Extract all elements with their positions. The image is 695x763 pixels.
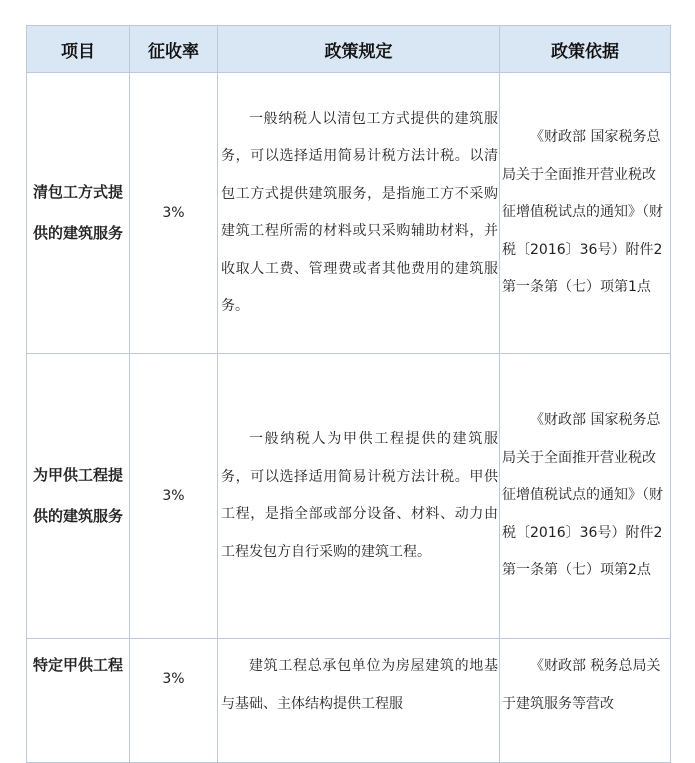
policy-text: 一般纳税人为甲供工程提供的建筑服务，可以选择适用简易计税方法计税。甲供工程，是指全部或部分设备、材料、动力由工程发包方自行采购的建筑工程。 bbox=[221, 431, 498, 560]
header-item: 项目 bbox=[27, 26, 130, 73]
table-row bbox=[27, 639, 671, 763]
basis-text: 《财政部 国家税务总局关于全面推开营业税改征增值税试点的通知》（财税〔2016〕36号）附件2第一条第（七）项第1点 bbox=[502, 129, 663, 296]
header-row bbox=[27, 26, 671, 73]
rate-cell: 3% bbox=[130, 73, 218, 354]
policy-text: 建筑工程总承包单位为房屋建筑的地基与基础、主体结构提供工程服 bbox=[221, 658, 498, 712]
header-policy: 政策规定 bbox=[218, 26, 500, 73]
header-basis: 政策依据 bbox=[500, 26, 671, 73]
tax-policy-table bbox=[26, 25, 671, 763]
basis-cell bbox=[500, 73, 671, 354]
header-rate: 征收率 bbox=[130, 26, 218, 73]
document-page bbox=[26, 25, 670, 763]
rate-cell: 3% bbox=[130, 639, 218, 763]
item-text: 特定甲供工程 bbox=[33, 656, 124, 674]
policy-cell bbox=[218, 73, 500, 354]
basis-text: 《财政部 国家税务总局关于全面推开营业税改征增值税试点的通知》（财税〔2016〕36号）附件2第一条第（七）项第2点 bbox=[502, 412, 663, 579]
policy-text: 一般纳税人以清包工方式提供的建筑服务，可以选择适用简易计税方法计税。以清包工方式提供建筑服务，是指施工方不采购建筑工程所需的材料或只采购辅助材料，并收取人工费、管理费或者其他费用的建筑服务。 bbox=[221, 110, 498, 314]
item-text: 清包工方式提供的建筑服务 bbox=[33, 183, 124, 242]
rate-cell: 3% bbox=[130, 354, 218, 639]
item-cell bbox=[27, 639, 130, 763]
item-text: 为甲供工程提供的建筑服务 bbox=[33, 466, 124, 525]
basis-cell bbox=[500, 639, 671, 763]
basis-text: 《财政部 税务总局关于建筑服务等营改 bbox=[502, 658, 661, 712]
item-cell bbox=[27, 73, 130, 354]
policy-cell bbox=[218, 354, 500, 639]
table-row bbox=[27, 354, 671, 639]
policy-cell bbox=[218, 639, 500, 763]
table-row bbox=[27, 73, 671, 354]
basis-cell bbox=[500, 354, 671, 639]
item-cell bbox=[27, 354, 130, 639]
